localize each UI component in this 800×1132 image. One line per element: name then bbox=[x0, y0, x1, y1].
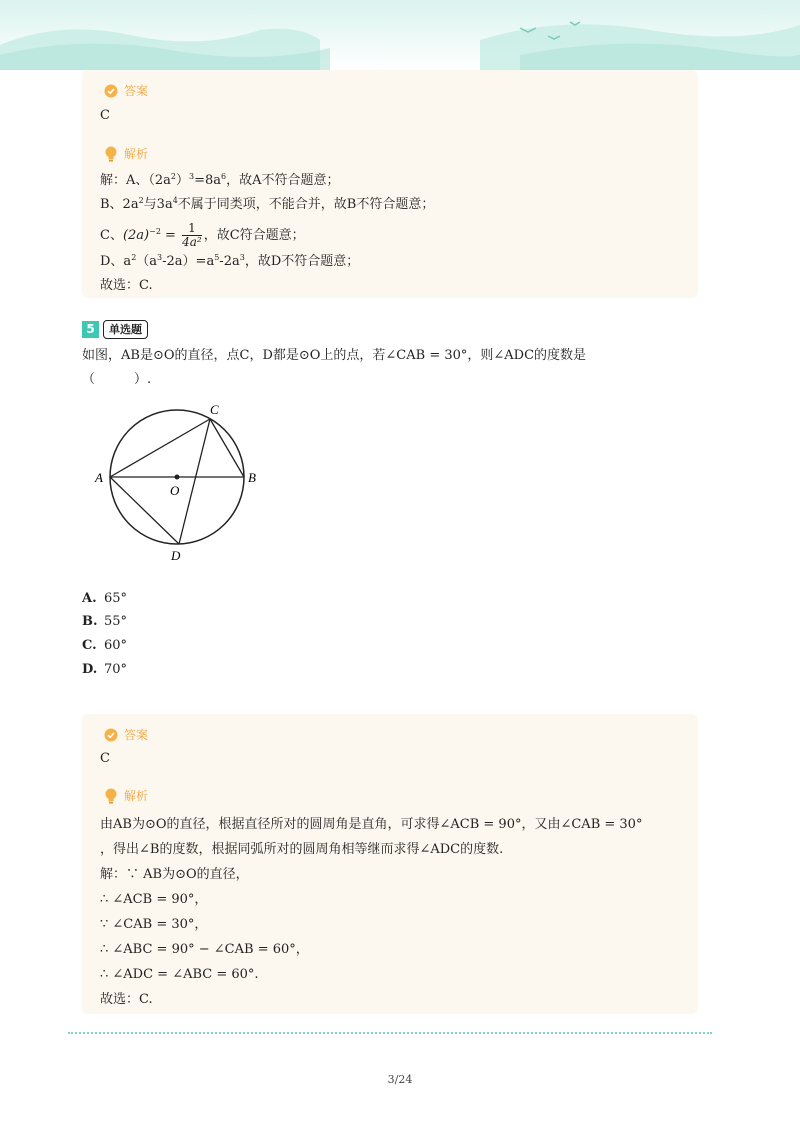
analysis-line: 由AB为⊙O的直径，根据直径所对的圆周角是直角，可求得∠ACB = 90°，又由∠CAB = 30° bbox=[100, 817, 643, 832]
analysis-label: 解析 bbox=[124, 789, 149, 803]
option-a[interactable]: A. 65° bbox=[82, 591, 128, 606]
page-number: 3/24 bbox=[387, 1073, 413, 1086]
analysis-label: 解析 bbox=[124, 147, 149, 161]
fraction: $\frac{1}{\text{4a²}}$ bbox=[182, 221, 202, 249]
section-divider bbox=[68, 1032, 712, 1034]
center-point bbox=[175, 475, 180, 480]
analysis-line: ∴ ∠ABC = 90° − ∠CAB = 60°， bbox=[100, 942, 309, 957]
analysis-line: 故选：C. bbox=[100, 278, 153, 293]
answer-tag bbox=[104, 82, 148, 99]
analysis-line: ∵ ∠CAB = 30°， bbox=[100, 917, 208, 932]
option-d[interactable]: D. 70° bbox=[82, 662, 128, 677]
point-label-d: D bbox=[171, 548, 181, 563]
circle-diagram bbox=[90, 398, 270, 568]
answer-label: 答案 bbox=[124, 728, 149, 742]
analysis-line: B、$2a^2$与$3a^4$不属于同类项，不能合并，故B不符合题意； bbox=[100, 196, 435, 212]
check-badge-icon bbox=[104, 84, 118, 98]
analysis-tag bbox=[104, 145, 148, 162]
answer-tag bbox=[104, 726, 148, 743]
chord-cb bbox=[210, 419, 244, 477]
analysis-line: ∴ ∠ACB = 90°， bbox=[100, 892, 208, 907]
analysis-line: ∴ ∠ADC = ∠ABC = 60°. bbox=[100, 967, 259, 982]
lightbulb-icon bbox=[104, 788, 118, 804]
question-type-badge: 单选题 bbox=[103, 320, 148, 339]
analysis-line: 解：∵ AB为⊙O的直径， bbox=[100, 867, 249, 882]
question-stem: 如图，AB是⊙O的直径，点C，D都是⊙O上的点，若∠CAB = 30°，则∠ADC的度数是 bbox=[82, 348, 587, 363]
analysis-line: 解：A、$(2a^2)^3=8a^6$，故A不符合题意； bbox=[100, 172, 340, 188]
option-c[interactable]: C. 60° bbox=[82, 638, 128, 653]
point-label-c: C bbox=[210, 402, 219, 417]
chord-cd bbox=[179, 419, 210, 544]
point-label-a: A bbox=[95, 470, 103, 485]
question-number: 5 bbox=[82, 321, 99, 338]
chord-ac bbox=[110, 419, 210, 477]
analysis-line: 故选：C. bbox=[100, 992, 153, 1007]
check-badge-icon bbox=[104, 728, 118, 742]
question-stem-blank: （ ）. bbox=[82, 372, 152, 387]
point-label-o: O bbox=[170, 483, 180, 498]
option-b[interactable]: B. 55° bbox=[82, 614, 128, 629]
analysis-line: C、$(2a)^{-2}$ = $\frac{1}{\text{4a²}}$ ，故C符合题意； bbox=[100, 221, 305, 249]
answer-value: C bbox=[100, 108, 110, 123]
analysis-line: ，得出∠B的度数，根据同弧所对的圆周角相等继而求得∠ADC的度数. bbox=[100, 842, 504, 857]
chord-ad bbox=[110, 477, 179, 544]
analysis-tag bbox=[104, 787, 148, 804]
analysis-line: D、$a^2(a^3-2a)=a^5-2a^3$，故D不符合题意； bbox=[100, 253, 360, 269]
header-banner bbox=[0, 0, 800, 70]
lightbulb-icon bbox=[104, 146, 118, 162]
answer-label: 答案 bbox=[124, 84, 149, 98]
answer-value: C bbox=[100, 751, 110, 766]
point-label-b: B bbox=[248, 470, 256, 485]
